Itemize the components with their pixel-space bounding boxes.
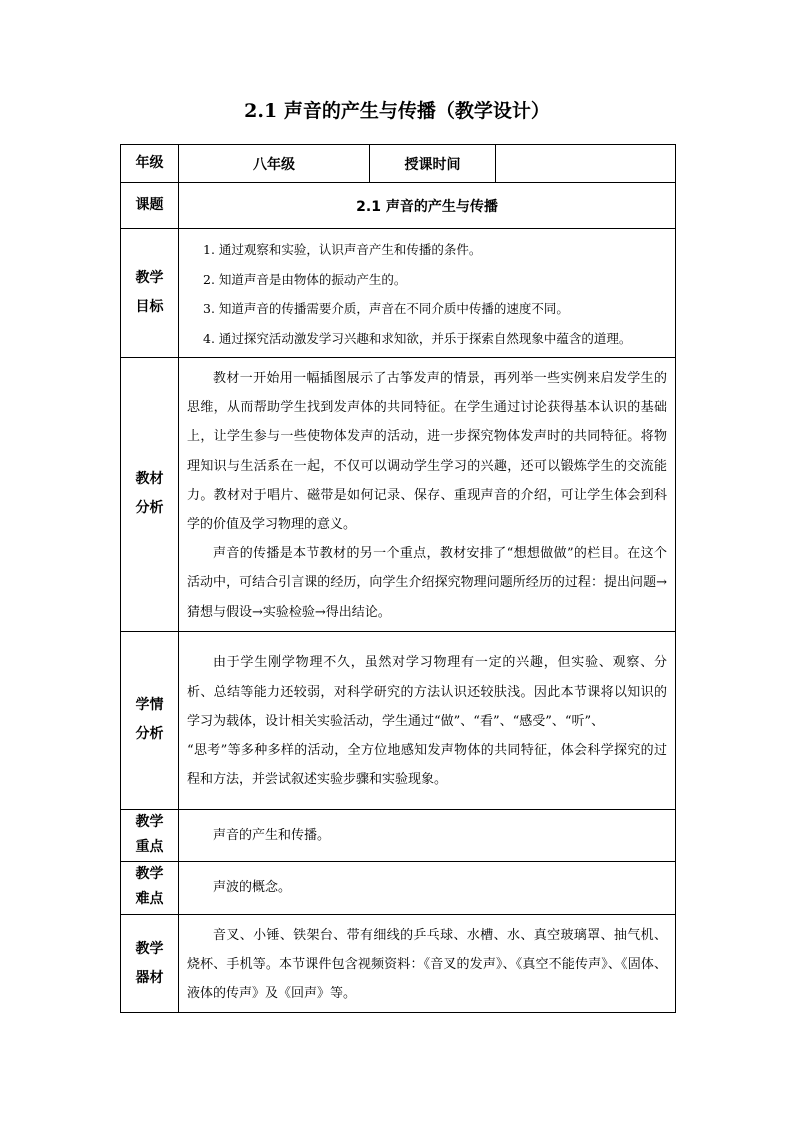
equipment-label xyxy=(121,914,179,1013)
student-analysis-label-text: 学情分析 xyxy=(135,697,164,743)
difficulty-label-text: 教学难点 xyxy=(135,866,164,908)
student-analysis-row xyxy=(121,631,676,809)
key-point-row xyxy=(121,809,676,861)
grade-row xyxy=(121,145,676,183)
goals-list xyxy=(179,229,676,358)
topic-label: 课题 xyxy=(121,183,179,229)
key-point-content xyxy=(179,809,676,861)
topic-row xyxy=(121,183,676,229)
textbook-analysis-label xyxy=(121,358,179,632)
goal-item: 4. 通过探究活动激发学习兴趣和求知欲，并乐于探索自然现象中蕴含的道理。 xyxy=(203,330,632,346)
document-title: 2.1 声音的产生与传播（教学设计） xyxy=(244,100,550,122)
textbook-analysis-label-text: 教材分析 xyxy=(135,471,164,517)
student-analysis-content xyxy=(179,631,676,809)
equipment-text: 音叉、小锤、铁架台、带有细线的乒乓球、水槽、水、真空玻璃罩、抽气机、烧杯、手机等。本节课件包含视频资料：《音叉的发声》、《真空不能传声》、《固体、液体的传声》及《回声》等。 xyxy=(187,927,667,1002)
topic-value: 2.1 声音的产生与传播 xyxy=(179,183,676,229)
lesson-plan-table xyxy=(120,144,676,1013)
textbook-analysis-row xyxy=(121,358,676,632)
key-point-label xyxy=(121,809,179,861)
textbook-analysis-content xyxy=(179,358,676,632)
student-paragraph: “思考”等多种多样的活动，全方位地感知发声物体的共同特征，体会科学探究的过程和方法，并尝试叙述实验步骤和实验现象。 xyxy=(187,742,667,788)
student-analysis-label xyxy=(121,631,179,809)
goal-item: 1. 通过观察和实验，认识声音产生和传播的条件。 xyxy=(203,242,482,257)
goal-item: 2. 知道声音是由物体的振动产生的。 xyxy=(203,271,407,287)
class-time-value xyxy=(496,145,676,183)
difficulty-content xyxy=(179,861,676,914)
difficulty-row xyxy=(121,861,676,914)
goals-row xyxy=(121,229,676,358)
textbook-paragraph: 声音的传播是本节教材的另一个重点，教材安排了“想想做做”的栏目。在这个活动中，可结合引言课的经历，向学生介绍探究物理问题所经历的过程：提出问题→猜想与假设→实验检验→得出结论。 xyxy=(187,546,667,620)
grade-value: 八年级 xyxy=(179,145,370,183)
equipment-row xyxy=(121,914,676,1013)
goals-label-text: 教学目标 xyxy=(135,270,164,315)
key-point-text: 声音的产生和传播。 xyxy=(213,827,331,843)
goal-item: 3. 知道声音的传播需要介质，声音在不同介质中传播的速度不同。 xyxy=(203,301,569,316)
textbook-paragraph: 教材一开始用一幅插图展示了古筝发声的情景，再列举一些实例来启发学生的思维，从而帮助学生找到发声体的共同特征。在学生通过讨论获得基本认识的基础上，让学生参与一些使物体发声的活动，进一步探究物体发声时的共同特征。将物理知识与生活系在一起，不仅可以调动学生学习的兴趣，还可以锻炼学生的交流能力。教材对于唱片、磁带是如何记录、保存、重现声音的介绍，可让学生体会到科学的价值及学习物理的意义。 xyxy=(187,371,667,533)
key-point-label-text: 教学重点 xyxy=(135,813,164,855)
goals-label xyxy=(121,229,179,358)
equipment-label-text: 教学器材 xyxy=(135,940,164,986)
class-time-label: 授课时间 xyxy=(370,145,496,183)
equipment-content xyxy=(179,914,676,1013)
grade-label: 年级 xyxy=(121,145,179,183)
difficulty-text: 声波的概念。 xyxy=(213,880,292,896)
difficulty-label xyxy=(121,861,179,914)
student-paragraph: 由于学生刚学物理不久，虽然对学习物理有一定的兴趣，但实验、观察、分析、总结等能力还较弱，对科学研究的方法认识还较肤浅。因此本节课将以知识的学习为载体，设计相关实验活动，学生通过“做”、“看”、“感受”、“听”、 xyxy=(187,655,667,729)
